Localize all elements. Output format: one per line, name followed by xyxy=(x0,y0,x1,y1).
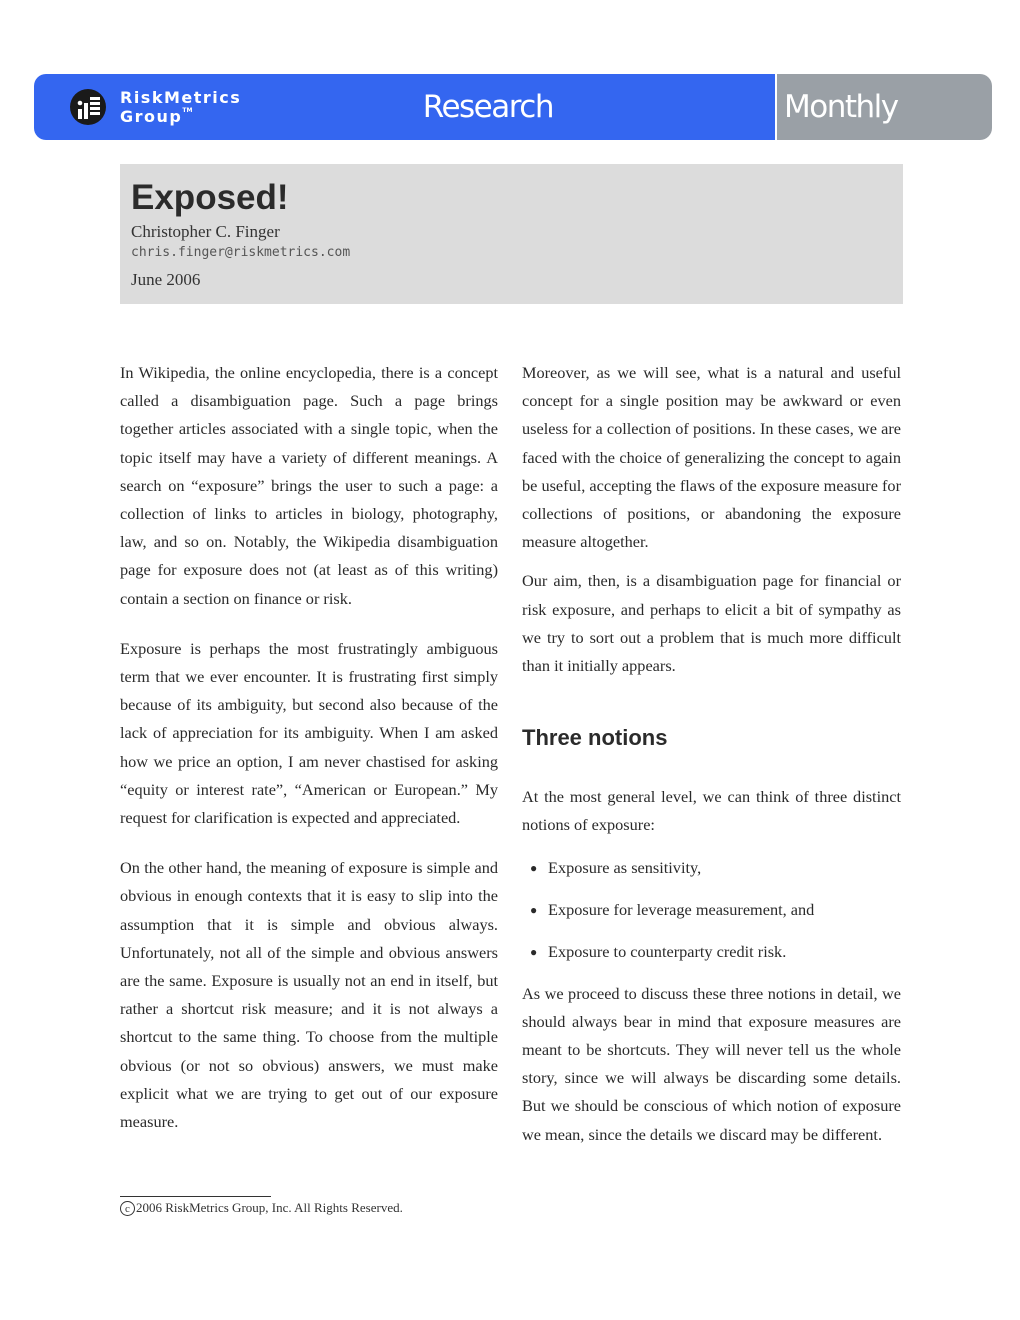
footnote-divider xyxy=(120,1196,271,1197)
riskmetrics-logo-icon xyxy=(70,87,106,127)
bullet-icon: ● xyxy=(530,860,538,875)
paper-title: Exposed! xyxy=(131,178,289,217)
paragraph: On the other hand, the meaning of exposure is simple and obvious in enough contexts that it is easy to slip into the assumption that it is simple and obvious always. Unfortunately, not all of the simple and obvious answers are the same. Exposure is usually not an end in itself, but rather a shortcut risk measure; and it is not always a shortcut to the same thing. To choose from the multiple obvious (or not so obvious) answers, we must make explicit what we are trying to get out of our exposure measure. xyxy=(120,858,498,1132)
trademark-mark: TM xyxy=(182,107,193,114)
notions-list xyxy=(522,854,901,966)
list-item: ● Exposure as sensitivity, xyxy=(548,854,901,882)
publication-date: June 2006 xyxy=(131,270,201,289)
paragraph: At the most general level, we can think of three distinct notions of exposure: xyxy=(522,787,901,835)
paragraph: Our aim, then, is a disambiguation page for financial or risk exposure, and perhaps to elicit a bit of sympathy as we try to sort out a problem that is much more difficult than it initially appears. xyxy=(522,571,901,676)
banner-brand-panel xyxy=(34,74,775,140)
bullet-icon: ● xyxy=(530,902,538,917)
logo-text-line2: Group™ xyxy=(120,107,193,126)
list-item: ● Exposure for leverage measurement, and xyxy=(548,896,901,924)
body-column-right xyxy=(522,359,901,1149)
paragraph: Exposure is perhaps the most frustratingly ambiguous term that we ever encounter. It is frustrating first simply because of its ambiguity, but second also because of the lack of appreciation for its ambiguity. When I am asked how we price an option, I am never chastised for asking “equity or interest rate”, “American or European.” My request for clarification is expected and appreciated. xyxy=(120,638,498,828)
copyright-icon: c xyxy=(120,1201,135,1216)
author-email[interactable]: chris.finger@riskmetrics.com xyxy=(131,245,351,260)
paragraph: As we proceed to discuss these three notions in detail, we should always bear in mind that exposure measures are meant to be shortcuts. They will never tell us the whole story, since we will always be discarding some details. But we should be conscious of which notion of exposure we mean, since the details we discard may be different. xyxy=(522,983,901,1144)
list-item: ● Exposure to counterparty credit risk. xyxy=(548,938,901,966)
section-heading: Three notions xyxy=(522,725,668,751)
body-column-left xyxy=(120,359,498,1136)
research-label: Research xyxy=(422,89,553,125)
paragraph: In Wikipedia, the online encyclopedia, there is a concept called a disambiguation page. Such a page brings together articles associated with a single topic, when the topic itself may have a variety of different meanings. A search on “exposure” brings the user to such a page: a collection of links to articles in biology, photography, law, and so on. Notably, the Wikipedia disambiguation page for exposure does not (at least as of this writing) contain a section on finance or risk. xyxy=(120,363,498,608)
paragraph: Moreover, as we will see, what is a natural and useful concept for a single position may be awkward or even useless for a collection of positions. In these cases, we are faced with the choice of generalizing the concept to again be useful, accepting the flaws of the exposure measure for collections of positions, or abandoning the exposure measure altogether. xyxy=(522,363,901,552)
monthly-label: Monthly xyxy=(784,89,898,125)
logo-text-line1: RiskMetrics xyxy=(120,88,242,107)
author-name: Christopher C. Finger xyxy=(131,222,280,241)
title-block xyxy=(120,164,903,304)
bullet-icon: ● xyxy=(530,944,538,959)
copyright-footnote: c 2006 RiskMetrics Group, Inc. All Rights Reserved. xyxy=(120,1200,403,1216)
